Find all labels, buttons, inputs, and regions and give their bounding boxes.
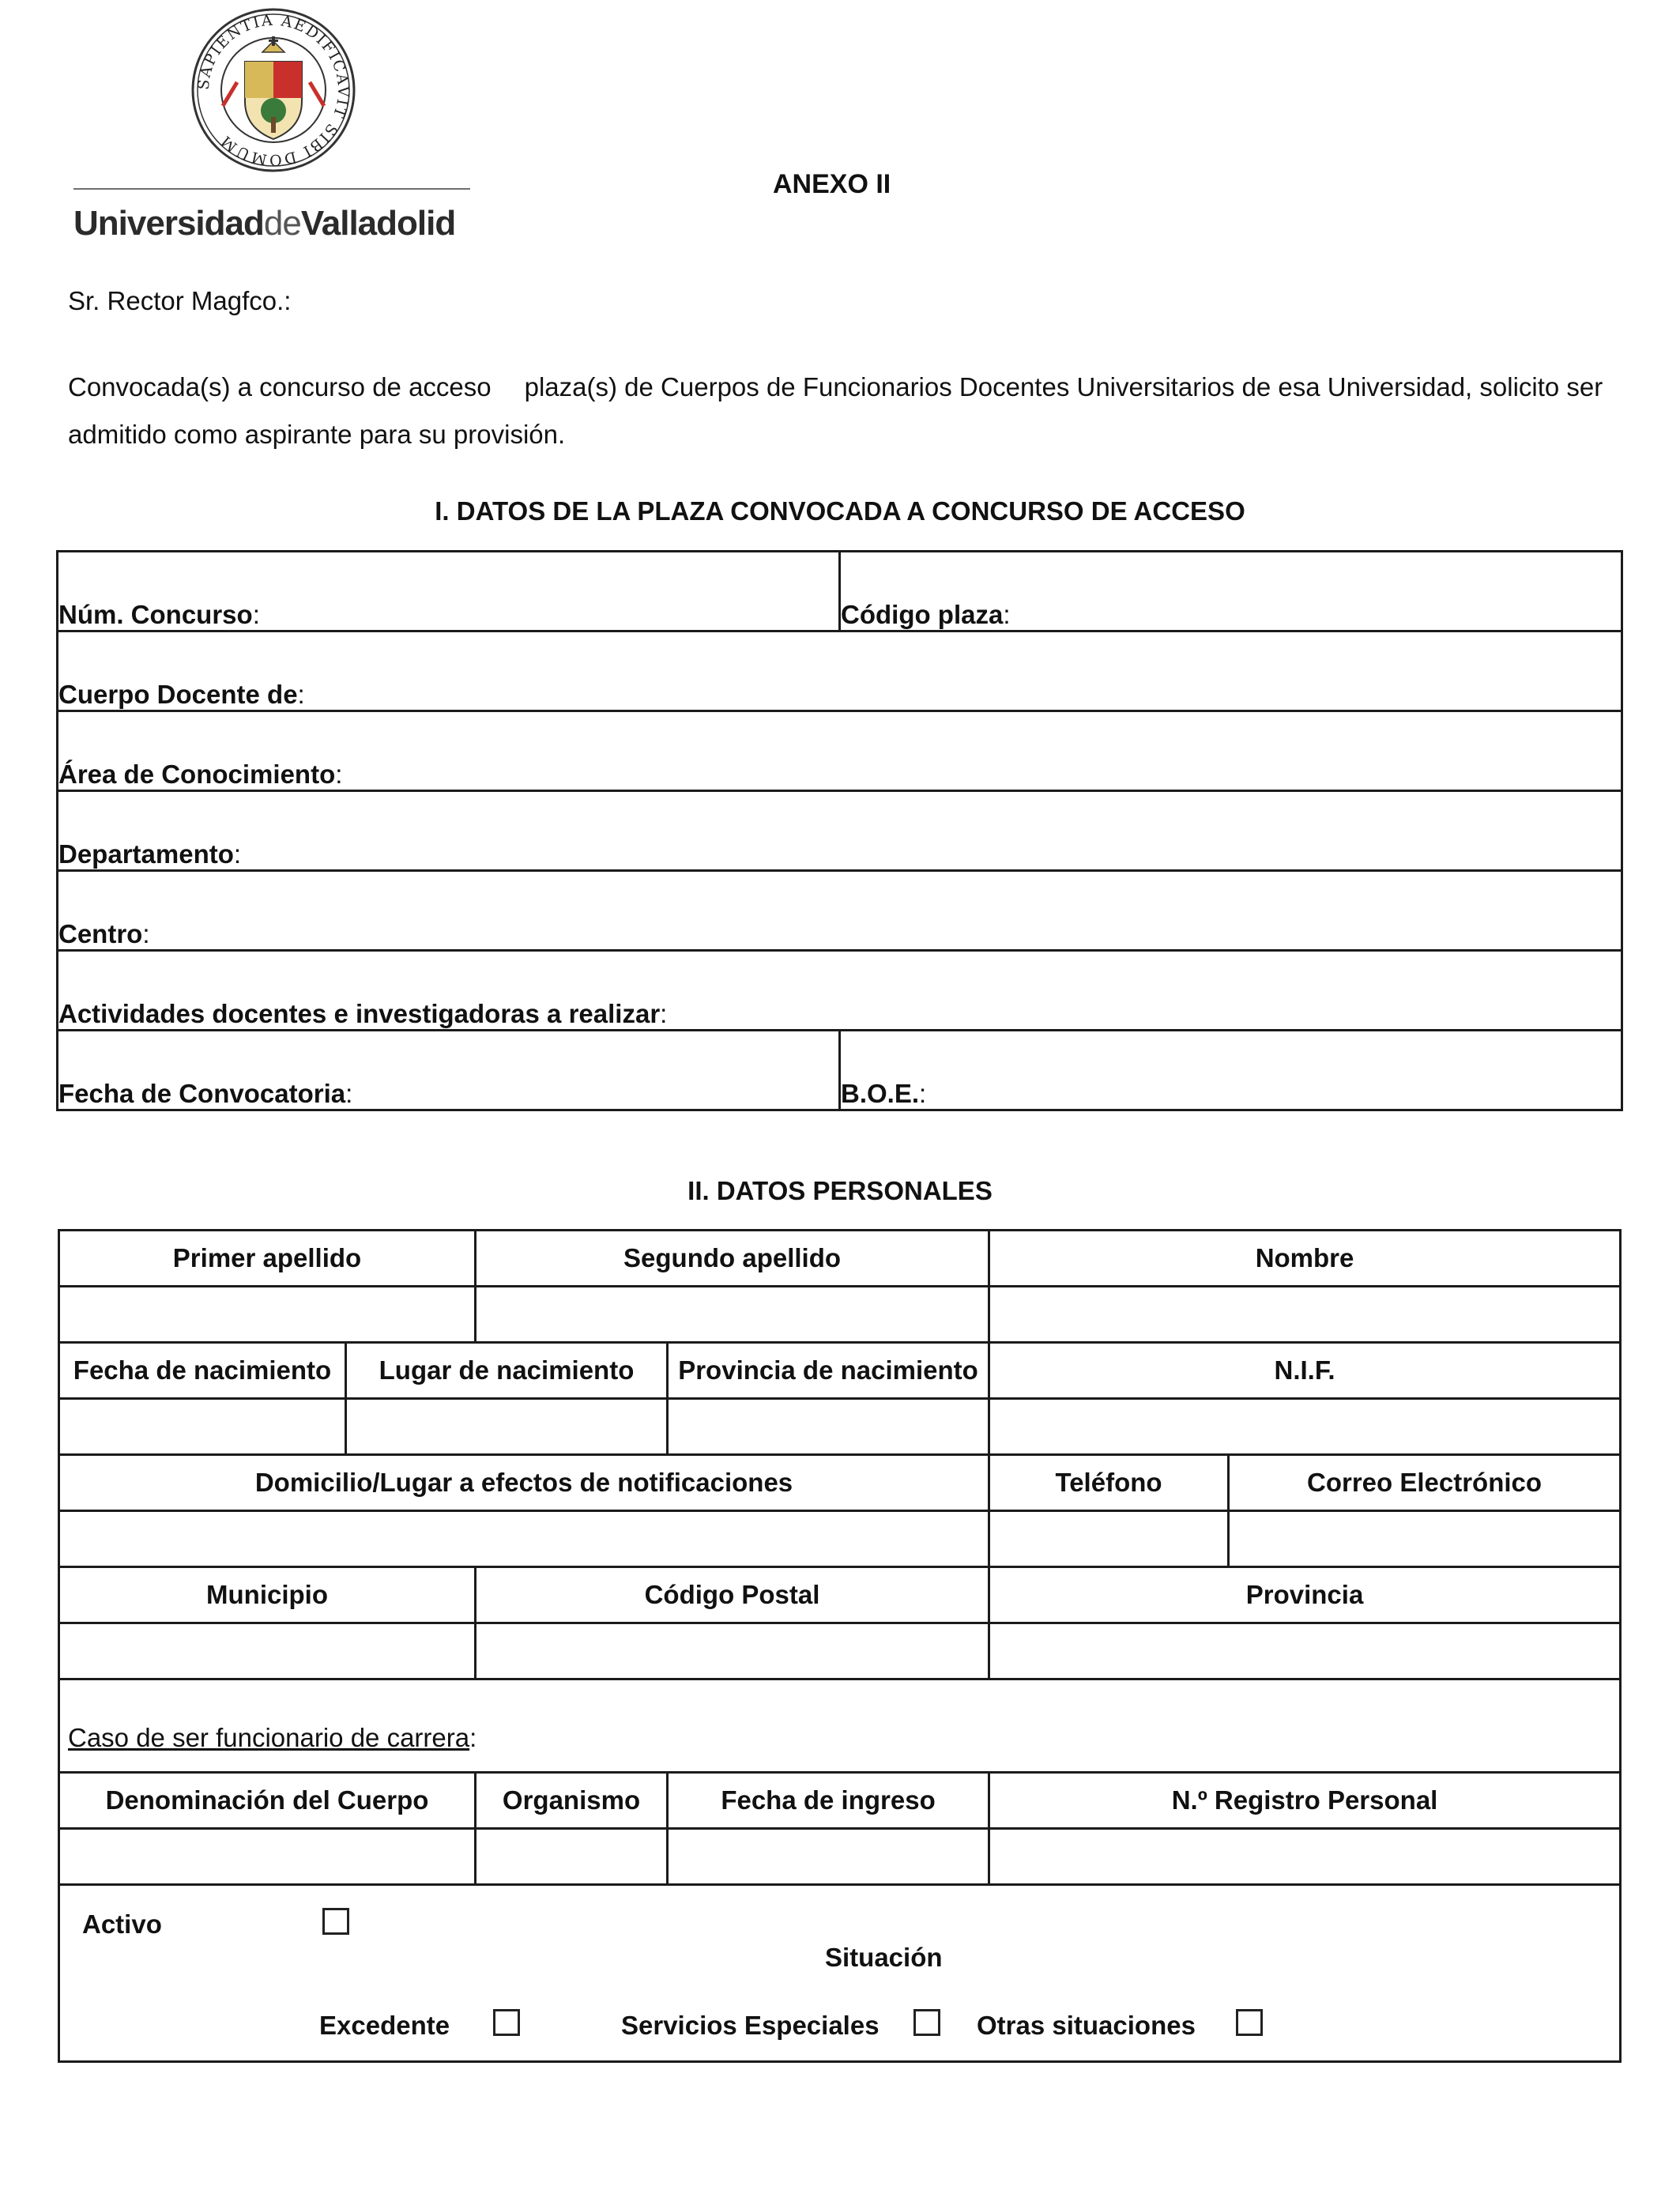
boe-field[interactable] <box>840 1031 1622 1110</box>
colon: : <box>469 1723 477 1752</box>
fecha-convocatoria-label: Fecha de Convocatoria <box>58 1079 346 1108</box>
annex-title: ANEXO II <box>773 169 891 199</box>
intro-paragraph-part2: plaza(s) de Cuerpos de Funcionarios Docentes Universitarios de esa Universidad, solicito ser admitido como aspirante para su provisión. <box>68 372 1603 449</box>
otras-situaciones-checkbox[interactable] <box>1236 2009 1263 2036</box>
logo-text-part2: de <box>263 204 301 243</box>
codigo-postal-header: Código Postal <box>476 1567 989 1623</box>
excedente-label: Excedente <box>319 2011 450 2040</box>
domicilio-input[interactable] <box>59 1511 989 1567</box>
activo-checkbox[interactable] <box>322 1908 349 1935</box>
provincia-nacimiento-input[interactable] <box>668 1399 989 1455</box>
logo-divider <box>73 188 470 190</box>
registro-personal-header: N.º Registro Personal <box>989 1773 1621 1829</box>
nif-input[interactable] <box>989 1399 1621 1455</box>
servicios-especiales-checkbox[interactable] <box>913 2009 940 2036</box>
correo-header: Correo Electrónico <box>1229 1455 1621 1511</box>
colon: : <box>345 1079 353 1108</box>
fecha-ingreso-header: Fecha de ingreso <box>668 1773 989 1829</box>
departamento-field[interactable] <box>58 791 1622 871</box>
organismo-header: Organismo <box>476 1773 668 1829</box>
salutation: Sr. Rector Magfco.: <box>68 286 292 315</box>
seal-icon <box>190 6 357 174</box>
actividades-label: Actividades docentes e investigadoras a realizar <box>58 999 661 1028</box>
registro-personal-input[interactable] <box>989 1829 1621 1885</box>
organismo-input[interactable] <box>476 1829 668 1885</box>
num-concurso-field[interactable] <box>58 552 840 631</box>
personal-data-table <box>58 1229 1622 2063</box>
num-concurso-label: Núm. Concurso <box>58 600 253 629</box>
telefono-header: Teléfono <box>989 1455 1229 1511</box>
colon: : <box>233 839 242 869</box>
servicios-especiales-label: Servicios Especiales <box>621 2011 880 2040</box>
provincia-input[interactable] <box>989 1623 1621 1679</box>
centro-label: Centro <box>58 919 143 948</box>
codigo-postal-input[interactable] <box>476 1623 989 1679</box>
colon: : <box>1003 600 1011 629</box>
cuerpo-docente-field[interactable] <box>58 631 1622 711</box>
codigo-plaza-label: Código plaza <box>841 600 1004 629</box>
nif-header: N.I.F. <box>989 1343 1621 1399</box>
colon: : <box>919 1079 927 1108</box>
excedente-checkbox[interactable] <box>493 2009 520 2036</box>
nombre-header: Nombre <box>989 1231 1621 1287</box>
boe-label: B.O.E. <box>841 1079 920 1108</box>
primer-apellido-input[interactable] <box>59 1287 476 1343</box>
provincia-header: Provincia <box>989 1567 1621 1623</box>
colon: : <box>142 919 150 948</box>
logo-text-part1: Universidad <box>73 204 264 243</box>
fecha-nacimiento-input[interactable] <box>59 1399 346 1455</box>
intro-paragraph <box>68 364 1633 458</box>
plaza-data-table <box>56 550 1623 1111</box>
denominacion-cuerpo-header: Denominación del Cuerpo <box>59 1773 476 1829</box>
denominacion-cuerpo-input[interactable] <box>59 1829 476 1885</box>
caso-funcionario-label: Caso de ser funcionario de carrera <box>68 1723 470 1752</box>
university-logo-text <box>73 204 455 243</box>
section1-title: I. DATOS DE LA PLAZA CONVOCADA A CONCURSO DE ACCESO <box>435 496 1245 526</box>
lugar-nacimiento-header: Lugar de nacimiento <box>346 1343 668 1399</box>
svg-text:SAPIENTIA AEDIFICAVIT SIBI DOM: SAPIENTIA AEDIFICAVIT SIBI DOMUM <box>194 11 352 169</box>
provincia-nacimiento-header: Provincia de nacimiento <box>668 1343 989 1399</box>
logo-text-part3: Valladolid <box>300 204 456 243</box>
fecha-nacimiento-header: Fecha de nacimiento <box>59 1343 346 1399</box>
intro-paragraph-part1: Convocada(s) a concurso de acceso <box>68 372 492 401</box>
domicilio-header: Domicilio/Lugar a efectos de notificaciones <box>59 1455 989 1511</box>
segundo-apellido-input[interactable] <box>476 1287 989 1343</box>
activo-label: Activo <box>82 1909 162 1939</box>
university-seal <box>190 6 357 174</box>
nombre-input[interactable] <box>989 1287 1621 1343</box>
colon: : <box>297 680 305 709</box>
fecha-convocatoria-field[interactable] <box>58 1031 840 1110</box>
caso-funcionario-row <box>59 1679 1621 1773</box>
cuerpo-docente-label: Cuerpo Docente de <box>58 680 298 709</box>
centro-field[interactable] <box>58 871 1622 951</box>
actividades-field[interactable] <box>58 951 1622 1031</box>
telefono-input[interactable] <box>989 1511 1229 1567</box>
segundo-apellido-header: Segundo apellido <box>476 1231 989 1287</box>
primer-apellido-header: Primer apellido <box>59 1231 476 1287</box>
municipio-input[interactable] <box>59 1623 476 1679</box>
situacion-block <box>59 1885 1621 2062</box>
colon: : <box>252 600 260 629</box>
municipio-header: Municipio <box>59 1567 476 1623</box>
colon: : <box>660 999 668 1028</box>
section2-title: II. DATOS PERSONALES <box>687 1176 993 1205</box>
otras-situaciones-label: Otras situaciones <box>977 2011 1196 2040</box>
colon: : <box>335 760 343 789</box>
fecha-ingreso-input[interactable] <box>668 1829 989 1885</box>
correo-input[interactable] <box>1229 1511 1621 1567</box>
situacion-label: Situación <box>825 1943 943 1972</box>
lugar-nacimiento-input[interactable] <box>346 1399 668 1455</box>
departamento-label: Departamento <box>58 839 234 869</box>
area-conocimiento-label: Área de Conocimiento <box>58 760 336 789</box>
area-conocimiento-field[interactable] <box>58 711 1622 791</box>
codigo-plaza-field[interactable] <box>840 552 1622 631</box>
